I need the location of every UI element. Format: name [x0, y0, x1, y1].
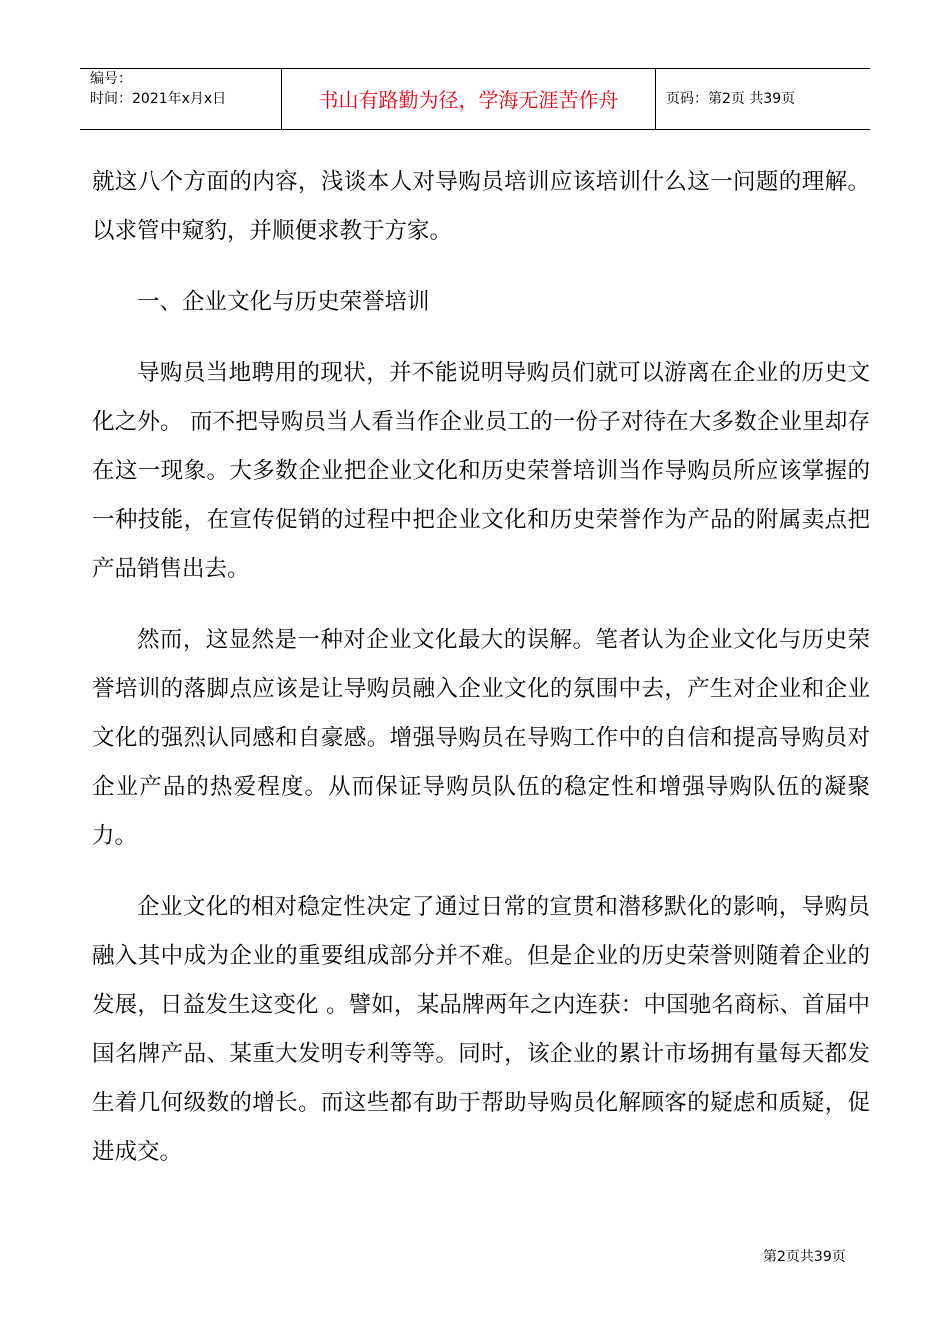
header-page-cell	[656, 69, 870, 129]
page-footer-number: 第2页共39页	[763, 1249, 846, 1265]
body-paragraph: 导购员当地聘用的现状，并不能说明导购员们就可以游离在企业的历史文化之外。 而不把导购员当人看当作企业员工的一份子对待在大多数企业里却存在这一现象。大多数企业把企业文化和历史荣誉培训当作导购员所应该掌握的一种技能，在宣传促销的过程中把企业文化和历史荣誉作为产品的附属卖点把产品销售出去。	[92, 360, 870, 582]
body-paragraph-continuation: 就这八个方面的内容，浅谈本人对导购员培训应该培训什么这一问题的理解。 以求管中窥豹，并顺便求教于方家。	[92, 169, 870, 244]
body-paragraph: 企业文化的相对稳定性决定了通过日常的宣贯和潜移默化的影响，导购员融入其中成为企业的重要组成部分并不难。但是企业的历史荣誉则随着企业的发展，日益发生这变化 。譬如，某品牌两年之内连获：中国驰名商标、首届中国名牌产品、某重大发明专利等等。同时，该企业的累计市场拥有量每天都发生着几何级数的增长。而这些都有助于帮助导购员化解顾客的疑虑和质疑，促进成交。	[92, 894, 870, 1165]
header-page-info: 页码：第2页 共39页	[666, 91, 796, 107]
document-number-label: 编号：	[90, 71, 132, 87]
section-heading: 一、企业文化与历史荣誉培训	[137, 289, 430, 315]
document-time-label: 时间：2021年x月x日	[90, 91, 227, 107]
header-motto: 书山有路勤为径，学海无涯苦作舟	[318, 88, 619, 112]
page-header	[80, 68, 870, 130]
header-meta-cell	[80, 69, 282, 129]
body-paragraph: 然而，这显然是一种对企业文化最大的误解。笔者认为企业文化与历史荣誉培训的落脚点应该是让导购员融入企业文化的氛围中去，产生对企业和企业文化的强烈认同感和自豪感。增强导购员在导购工作中的自信和提高导购员对企业产品的热爱程度。从而保证导购员队伍的稳定性和增强导购队伍的凝聚力。	[92, 627, 870, 849]
header-motto-cell	[282, 69, 656, 129]
document-body	[92, 158, 870, 1177]
